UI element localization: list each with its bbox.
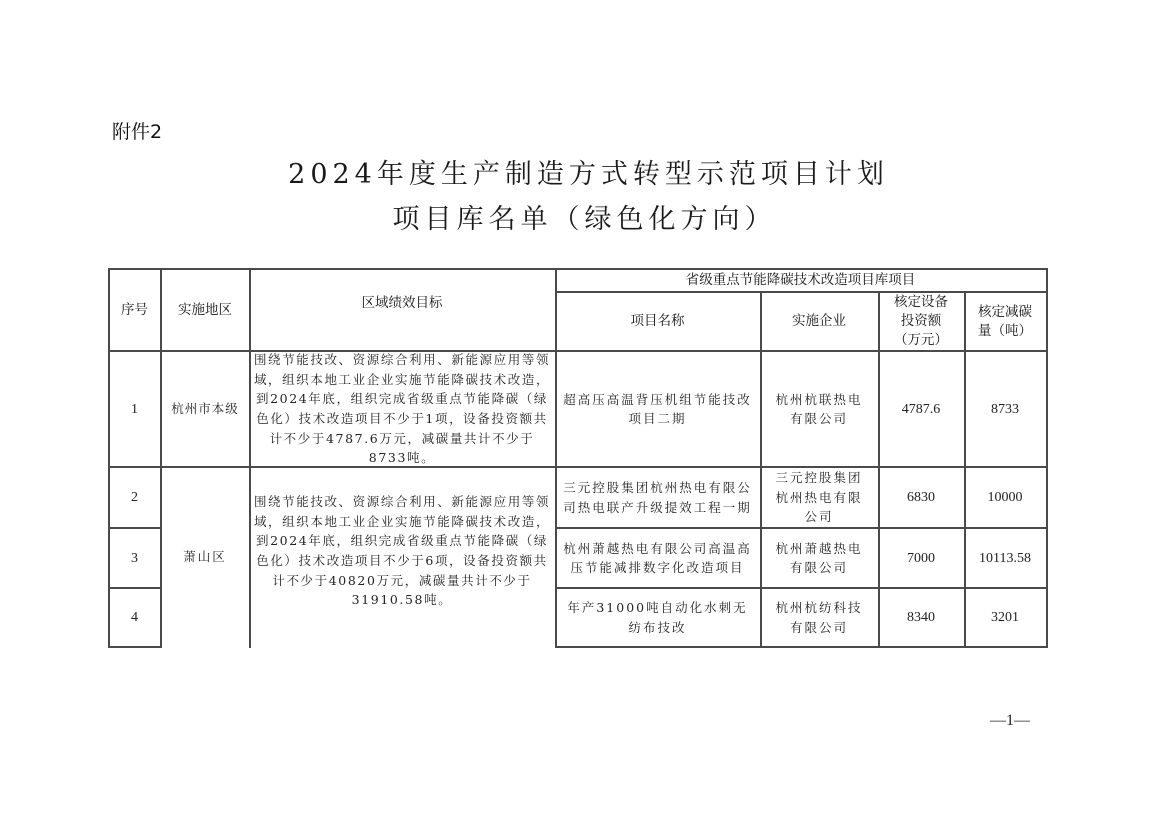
header-project-name: 项目名称 [630, 313, 685, 329]
row3-project-name: 杭州萧越热电有限公司高温高压节能减排数字化改造项目 [563, 540, 752, 575]
region-goal-hangzhou: 围绕节能技改、资源综合利用、新能源应用等领域，组织本地工业企业实施节能降碳技术改造，到2024年底，组织完成省级重点节能降碳（绿色化）技术改造项目不少于1项，设备投资额共计不少于4787.6万元，减碳量共计不少于8733吨。 [253, 352, 551, 466]
row4-carbon-reduction: 3201 [991, 610, 1019, 625]
header-investment: 核定设备投资额（万元） [894, 294, 948, 348]
table-line-col-company [878, 291, 880, 648]
table-border-left [108, 268, 110, 648]
header-seq: 序号 [121, 301, 148, 318]
table-line-row2-bottom-proj [555, 527, 1047, 529]
row2-carbon-reduction: 10000 [987, 490, 1023, 505]
table-line-subheader [555, 291, 1047, 293]
row1-company: 杭州杭联热电有限公司 [775, 391, 863, 426]
row4-seq: 4 [131, 610, 138, 625]
row4-investment: 8340 [907, 610, 935, 625]
table-line-col-region [249, 268, 251, 648]
row2-company: 三元控股集团杭州热电有限公司 [775, 470, 863, 525]
table-line-row3-bottom-proj [555, 587, 1047, 589]
page-number: —1— [990, 712, 1030, 729]
row3-seq: 3 [131, 550, 138, 566]
table-line-col-project [760, 291, 762, 648]
attachment-label: 附件2 [112, 121, 163, 143]
table-border-bottom-proj [555, 646, 1047, 648]
row2-investment: 6830 [907, 490, 935, 505]
row4-company: 杭州杭纺科技有限公司 [775, 600, 863, 635]
row1-carbon-reduction: 8733 [991, 401, 1019, 417]
document-title-line2: 项目库名单（绿色化方向） [392, 204, 777, 235]
row1-investment: 4787.6 [901, 401, 941, 417]
row2-project-name: 三元控股集团杭州热电有限公司热电联产升级提效工程一期 [563, 480, 752, 515]
header-company: 实施企业 [792, 313, 846, 329]
region-hangzhou: 杭州市本级 [171, 401, 239, 417]
document-title-line1: 2024年度生产制造方式转型示范项目计划 [288, 159, 889, 190]
row3-investment: 7000 [907, 550, 935, 566]
row3-company: 杭州萧越热电有限公司 [775, 540, 863, 575]
header-goal: 区域绩效目标 [361, 294, 443, 311]
table-border-bottom-seq [108, 646, 162, 648]
region-goal-xiaoshan: 围绕节能技改、资源综合利用、新能源应用等领域，组织本地工业企业实施节能降碳技术改造，到2024年底，组织完成省级重点节能降碳（绿色化）技术改造项目不少于6项，设备投资额共计不少于40820万元，减碳量共计不少于31910.58吨。 [253, 494, 551, 608]
table-line-col-goal [555, 268, 557, 648]
table-line-row3-bottom-seq [108, 587, 162, 589]
row3-carbon-reduction: 10113.58 [979, 550, 1031, 566]
row1-seq: 1 [131, 401, 138, 417]
row2-seq: 2 [131, 490, 138, 505]
table-border-right [1046, 268, 1048, 648]
header-project-group: 省级重点节能降碳技术改造项目库项目 [685, 272, 916, 288]
table-line-col-seq [160, 268, 162, 648]
row4-project-name: 年产31000吨自动化水刺无纺布技改 [567, 600, 748, 635]
header-region: 实施地区 [178, 301, 232, 318]
header-carbon-reduction: 核定减碳量（吨） [978, 303, 1032, 339]
table-line-col-investment [964, 291, 966, 648]
table-line-row2-bottom-seq [108, 527, 162, 529]
row1-project-name: 超高压高温背压机组节能技改项目二期 [563, 391, 752, 426]
region-xiaoshan: 萧山区 [183, 549, 227, 565]
